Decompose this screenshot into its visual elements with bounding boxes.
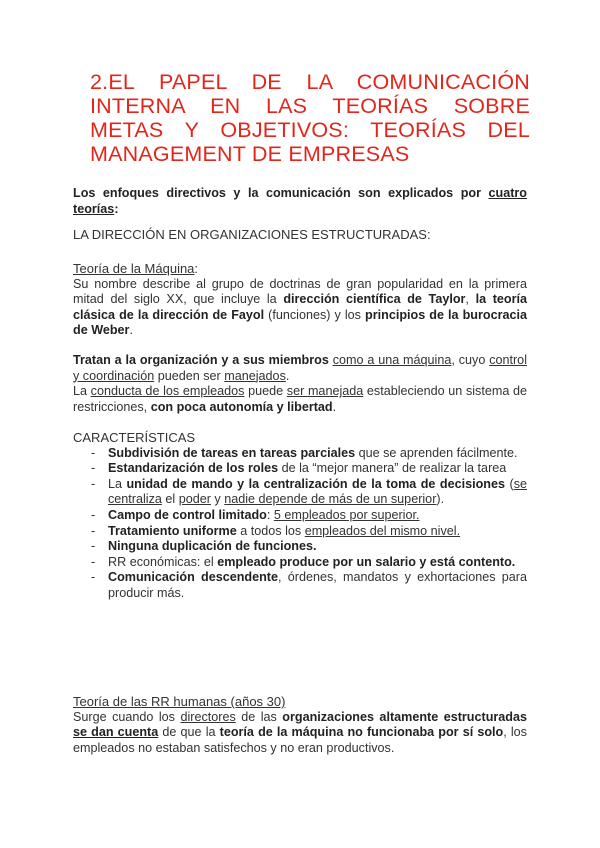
caracteristicas-heading: CARACTERÍSTICAS bbox=[73, 430, 196, 445]
text: Su nombre describe al grupo de doctrinas de gran popularidad en la primera mitad del siglo XX, que incluye la bbox=[73, 276, 527, 307]
text: (funciones) y los bbox=[264, 307, 366, 322]
maquina-paragraph-2 bbox=[73, 353, 527, 384]
underlined-text: manejados bbox=[224, 368, 286, 383]
dash-bullet: - bbox=[91, 507, 96, 522]
text: de la “mejor manera” de realizar la tarea bbox=[278, 461, 507, 476]
text: . bbox=[332, 399, 337, 414]
emphasis: con poca autonomía y libertad bbox=[150, 399, 333, 414]
maquina-heading-colon: : bbox=[194, 261, 199, 276]
emphasis: dirección científica de Taylor bbox=[283, 292, 466, 307]
list-item bbox=[73, 555, 527, 571]
intro-colon: : bbox=[114, 201, 119, 216]
text: La bbox=[73, 384, 91, 399]
emphasis: Ninguna duplicación de funciones. bbox=[108, 539, 317, 554]
text: puede bbox=[244, 384, 287, 399]
text: ( bbox=[505, 476, 514, 491]
text: RR económicas: el bbox=[108, 554, 218, 569]
emphasis: teoría de la máquina no funcionaba por sí solo bbox=[219, 725, 504, 740]
maquina-paragraph-3 bbox=[73, 384, 527, 415]
emphasis: unidad de mando y la centralización de la toma de decisiones bbox=[126, 476, 506, 491]
text: . bbox=[129, 323, 133, 338]
text: , los empleados no estaban satisfechos y no eran productivos. bbox=[73, 725, 527, 755]
list-item bbox=[73, 477, 527, 508]
list-item bbox=[73, 508, 527, 524]
text: , órdenes, mandatos y exhortaciones para producir más. bbox=[108, 570, 527, 600]
rrhh-paragraph bbox=[73, 710, 527, 757]
rrhh-heading-text: Teoría de las RR humanas (años 30) bbox=[73, 694, 286, 709]
underlined-text: nadie depende de más de un superior bbox=[224, 492, 437, 507]
list-item bbox=[73, 524, 527, 540]
underlined-text: ser manejada bbox=[286, 384, 364, 399]
emphasis: la teoría clásica de la dirección de Fayol bbox=[73, 292, 528, 322]
emphasis: Tratamiento uniforme bbox=[108, 523, 237, 538]
text: . bbox=[285, 368, 290, 383]
underlined-text: control y coordinación bbox=[73, 352, 527, 383]
maquina-heading bbox=[73, 261, 527, 277]
emphasis: Comunicación descendente bbox=[108, 570, 279, 585]
dash-bullet: - bbox=[91, 570, 96, 585]
underlined-text: poder bbox=[178, 492, 211, 507]
emphasis: Estandarización de los roles bbox=[108, 461, 279, 476]
emphasis: empleado produce por un salario y está contento. bbox=[217, 554, 516, 569]
text: estableciendo un sistema de restricciones, bbox=[73, 384, 528, 414]
text: pueden ser bbox=[154, 368, 225, 383]
emphasis: organizaciones altamente estructuradas bbox=[282, 709, 527, 724]
text: : bbox=[266, 507, 274, 522]
list-item bbox=[73, 446, 527, 462]
dash-bullet: - bbox=[91, 523, 96, 538]
underlined-text: directores bbox=[180, 709, 236, 724]
dash-bullet: - bbox=[91, 461, 96, 476]
text: de que la bbox=[158, 725, 220, 740]
underlined-emphasis: se dan cuenta bbox=[73, 725, 159, 740]
dash-bullet: - bbox=[91, 476, 96, 491]
maquina-paragraph-1 bbox=[73, 277, 527, 339]
caracteristicas-section bbox=[73, 430, 527, 602]
rrhh-section bbox=[73, 694, 527, 756]
underlined-text: 5 empleados por superior. bbox=[273, 507, 420, 522]
emphasis: principios de la burocracia de Weber bbox=[73, 307, 527, 338]
underlined-text: se centraliza bbox=[108, 476, 527, 507]
text: , bbox=[465, 292, 476, 307]
text: , cuyo bbox=[451, 352, 490, 367]
text: que se aprenden fácilmente. bbox=[355, 445, 518, 460]
text: el bbox=[161, 492, 179, 507]
intro-emphasis: cuatro teorías bbox=[73, 186, 527, 216]
emphasis: Tratan a la organización y a sus miembros bbox=[73, 352, 329, 367]
caracteristicas-list bbox=[73, 446, 527, 602]
underlined-text: como a una máquina bbox=[332, 352, 452, 367]
emphasis: Campo de control limitado bbox=[108, 507, 267, 522]
text: a todos los bbox=[236, 523, 305, 538]
emphasis: Subdivisión de tareas en tareas parciales bbox=[108, 445, 356, 460]
dash-bullet: - bbox=[91, 539, 96, 554]
dash-bullet: - bbox=[91, 445, 96, 460]
list-item bbox=[73, 461, 527, 477]
text: La bbox=[108, 476, 127, 491]
intro-paragraph bbox=[73, 186, 527, 217]
text: de las bbox=[235, 709, 283, 724]
maquina-heading-text: Teoría de la Máquina bbox=[73, 261, 195, 276]
underlined-text: conducta de los empleados bbox=[90, 384, 245, 399]
list-item bbox=[73, 539, 527, 555]
dash-bullet: - bbox=[91, 554, 96, 569]
maquina-section bbox=[73, 261, 527, 415]
text: ). bbox=[436, 492, 445, 507]
text: Surge cuando los bbox=[73, 709, 181, 724]
underlined-text: empleados del mismo nivel. bbox=[304, 523, 461, 538]
page-title: 2.EL PAPEL DE LA COMUNICACIÓN INTERNA EN LAS TEORÍAS SOBRE METAS Y OBJETIVOS: TEORÍAS DEL MANAGEMENT DE EMPRESAS bbox=[90, 70, 530, 166]
text: y bbox=[210, 492, 225, 507]
list-item bbox=[73, 570, 527, 601]
intro-text: Los enfoques directivos y la comunicación son explicados por bbox=[73, 186, 489, 200]
section-heading: LA DIRECCIÓN EN ORGANIZACIONES ESTRUCTURADAS: bbox=[73, 227, 431, 242]
rrhh-heading bbox=[73, 694, 527, 710]
